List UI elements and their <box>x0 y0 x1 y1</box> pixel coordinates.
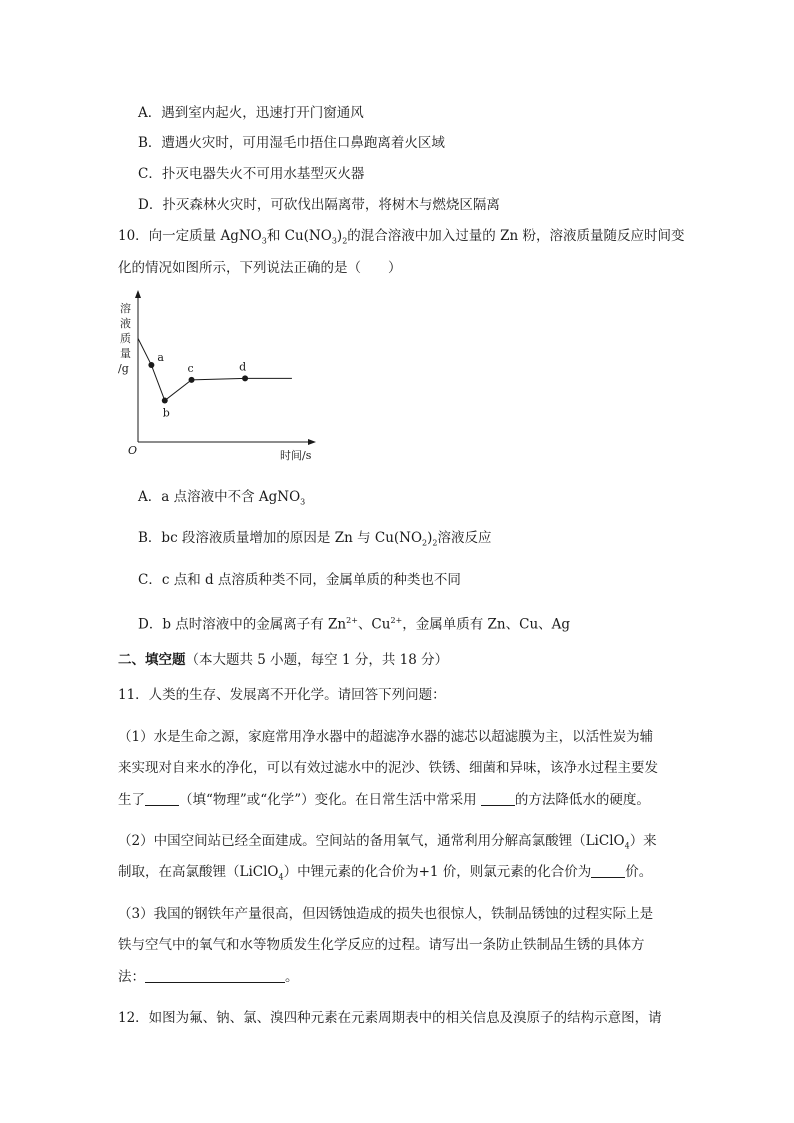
point-label-b: b <box>162 406 170 420</box>
q10-option-b: B．bc 段溶液质量增加的原因是 Zn 与 $Cu(NO_2)_2$溶液反应 <box>138 530 492 548</box>
q11-part3-line2: 铁与空气中的氧气和水等物质发生化学反应的过程。请写出一条防止铁制品生锈的具体方 <box>118 937 645 953</box>
q11-part1-line2: 来实现对自来水的净化，可以有效过滤水中的泥沙、铁锈、细菌和异味，该净水过程主要发 <box>118 760 658 776</box>
question-10-stem-line2: 化的情况如图所示，下列说法正确的是（ ） <box>118 260 402 276</box>
option-a: A．遇到室内起火，迅速打开门窗通风 <box>138 105 364 121</box>
answer-blank-1[interactable] <box>145 791 179 806</box>
question-12-stem: 12．如图为氟、钠、氯、溴四种元素在元素周期表中的相关信息及溴原子的结构示意图，请 <box>118 1010 662 1026</box>
q11-part3-line3: 法： 。 <box>118 969 299 985</box>
y-axis-arrow <box>135 290 141 298</box>
y-axis-label-char: 量 <box>120 347 131 360</box>
y-axis-label-char: 溶 <box>120 302 131 315</box>
option-b: B．遭遇火灾时，可用湿毛巾捂住口鼻跑离着火区域 <box>138 135 445 151</box>
section-title: 二、填空题 <box>118 652 186 668</box>
q10-option-d: D．b 点时溶液中的金属离子有 $Zn^{2+}$、$Cu^{2+}$，金属单质有 Zn、Cu、Ag <box>138 616 571 633</box>
question-10-stem-line1: 10．向一定质量 AgNO$_3$和 $Cu(NO_3)_2$的混合溶液中加入过量的 Zn 粉，溶液质量随反应时间变 <box>118 228 685 246</box>
point-b <box>162 398 168 404</box>
option-d: D．扑灭森林火灾时，可砍伐出隔离带，将树木与燃烧区隔离 <box>138 197 500 213</box>
option-c: C．扑灭电器失火不可用水基型灭火器 <box>138 166 365 182</box>
x-axis-arrow <box>308 439 316 445</box>
answer-blank-4[interactable] <box>145 968 285 983</box>
q11-part2-line2: 制取，在高氯酸锂（LiClO$_4$）中锂元素的化合价为+1 价，则氯元素的化合价为 价。 <box>118 864 653 882</box>
mass-curve <box>138 338 292 400</box>
mass-time-chart <box>112 288 322 468</box>
q11-part1-line3: 生了 （填“物理”或“化学”）变化。在日常生活中常采用 的方法降低水的硬度。 <box>118 792 650 808</box>
q10-option-a: A．a 点溶液中不含 AgNO$_3$ <box>138 489 306 507</box>
q11-part2-line1: （2）中国空间站已经全面建成。空间站的备用氧气，通常利用分解高氯酸锂（LiClO$_4$）来 <box>118 833 657 851</box>
x-axis-label: 时间/s <box>280 449 312 462</box>
q10-option-c: C．c 点和 d 点溶质种类不同，金属单质的种类也不同 <box>138 572 461 588</box>
q11-part1-line1: （1）水是生命之源，家庭常用净水器中的超滤净水器的滤芯以超滤膜为主，以活性炭为辅 <box>118 729 654 745</box>
y-axis-label-char: 质 <box>120 332 131 345</box>
point-c <box>189 377 195 383</box>
data-series <box>138 338 292 419</box>
section-note: （本大题共 5 小题，每空 1 分，共 18 分） <box>185 652 449 668</box>
question-11-intro: 11．人类的生存、发展离不开化学。请回答下列问题： <box>118 687 446 703</box>
answer-blank-3[interactable] <box>591 863 625 878</box>
answer-blank-2[interactable] <box>481 791 515 806</box>
point-label-c: c <box>187 361 194 375</box>
point-d <box>242 375 248 381</box>
point-label-d: d <box>239 360 247 374</box>
point-label-a: a <box>157 351 164 365</box>
q11-part3-line1: （3）我国的钢铁年产量很高，但因锈蚀造成的损失也很惊人，铁制品锈蚀的过程实际上是 <box>118 906 654 922</box>
y-axis-label <box>118 301 131 375</box>
point-a <box>148 362 154 368</box>
section-heading <box>118 650 448 670</box>
y-axis-label-char: 液 <box>120 317 131 330</box>
origin-label: O <box>128 444 138 457</box>
y-axis-label-char: /g <box>118 362 129 375</box>
